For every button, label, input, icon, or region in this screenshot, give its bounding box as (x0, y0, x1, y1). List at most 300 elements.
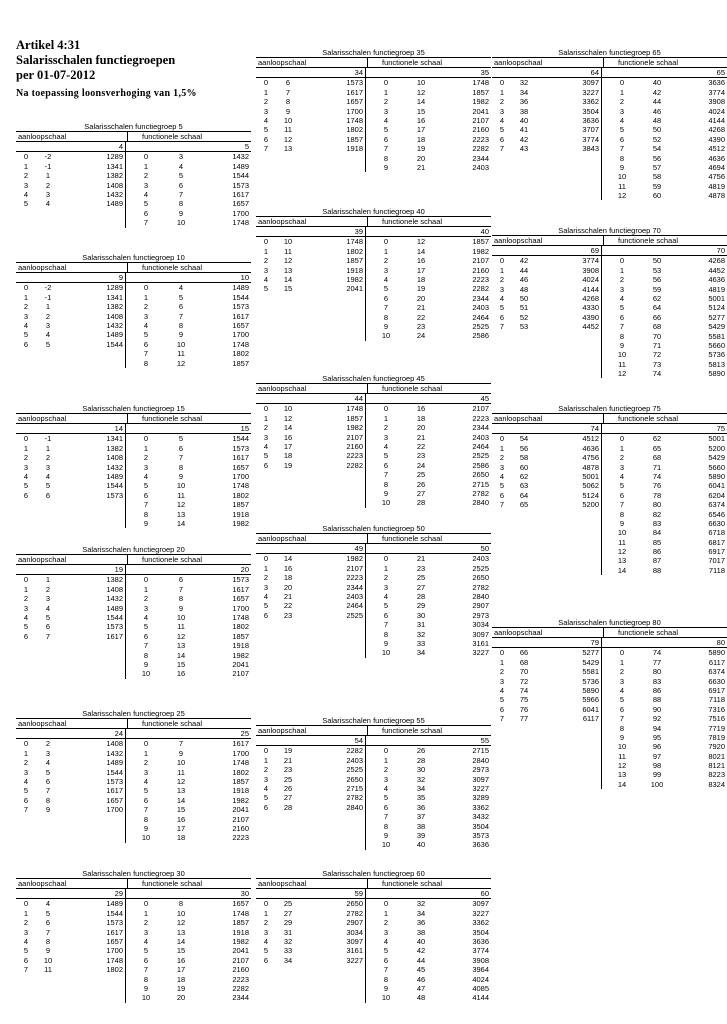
scale-cell: 86 (652, 685, 662, 695)
step-cell: 3 (499, 106, 505, 116)
amount-cell: 1341 (106, 292, 123, 302)
step-cell: 2 (23, 594, 29, 604)
step-cell: 5 (143, 786, 149, 796)
step-cell: 0 (143, 152, 149, 162)
amount-cell: 5001 (708, 434, 725, 444)
scale-cell: 83 (652, 676, 662, 686)
scale-cell: 20 (283, 582, 293, 592)
scale-cell: 17 (283, 441, 293, 451)
table-row (366, 592, 491, 601)
table-row (256, 78, 365, 87)
functional-scale-number: 15 (125, 424, 251, 433)
aanloop-scale-number: 69 (590, 246, 599, 256)
table-row (16, 152, 125, 161)
scale-cell: -1 (44, 434, 52, 444)
step-cell: 3 (143, 603, 149, 613)
amount-cell: 4024 (472, 974, 489, 984)
scale-cell: 19 (176, 983, 186, 993)
step-cell: 9 (619, 732, 625, 742)
amount-cell: 1382 (106, 171, 123, 181)
step-cell: 3 (619, 676, 625, 686)
table-row (492, 695, 601, 704)
scale-cell: 12 (176, 631, 186, 641)
table-row (602, 761, 727, 770)
scale-cell: 4 (45, 603, 51, 613)
scale-cell: 8 (178, 462, 184, 472)
table-body (16, 283, 251, 368)
scale-cell: 31 (283, 927, 293, 937)
step-cell: 5 (499, 125, 505, 135)
table-row (16, 632, 125, 641)
step-cell: 6 (499, 704, 505, 714)
step-cell: 11 (618, 181, 626, 191)
step-cell: 5 (263, 946, 269, 956)
step-cell: 3 (263, 432, 269, 442)
table-row (16, 463, 125, 472)
amount-cell: 5001 (582, 471, 599, 481)
step-cell: 4 (383, 115, 389, 125)
amount-cell: 3964 (472, 965, 489, 975)
step-cell: 8 (383, 312, 389, 322)
scale-cell: 3 (45, 462, 51, 472)
table-row (16, 604, 125, 613)
step-cell: 5 (383, 946, 389, 956)
functionele-schaal-label: functionele schaal (367, 879, 491, 888)
table-row (366, 404, 491, 413)
table-row (126, 641, 251, 650)
step-cell: 6 (383, 134, 389, 144)
step-cell: 10 (617, 172, 627, 182)
table-row (256, 803, 365, 812)
table-row (16, 293, 125, 302)
step-cell: 0 (143, 283, 149, 293)
scale-cell: 72 (519, 676, 529, 686)
table-row (366, 107, 491, 116)
scale-cell: 45 (416, 965, 426, 975)
functional-scale-number: 75 (601, 424, 727, 433)
step-cell: 8 (383, 479, 389, 489)
step-cell: 6 (23, 631, 29, 641)
table-title: Salarisschalen functiegroep 10 (82, 253, 185, 262)
table-row (602, 144, 727, 153)
step-cell: 5 (619, 303, 625, 313)
table-row (492, 667, 601, 676)
step-cell: 7 (143, 218, 149, 228)
amount-cell: 2782 (346, 908, 363, 918)
scale-cell: 20 (416, 423, 426, 433)
scale-cell: 72 (652, 350, 662, 360)
amount-cell: 1573 (106, 490, 123, 500)
amount-cell: 1700 (232, 603, 249, 613)
amount-cell: 5890 (708, 648, 725, 658)
functional-scale-number: 65 (601, 68, 727, 77)
table-row (126, 975, 251, 984)
amount-cell: 1802 (232, 490, 249, 500)
scale-cell: 48 (416, 993, 426, 1003)
salary-table (16, 253, 251, 368)
table-body (492, 78, 727, 200)
step-cell: 3 (499, 462, 505, 472)
aanloop-column (16, 152, 125, 227)
table-row (492, 444, 601, 453)
amount-cell: 2223 (232, 974, 249, 984)
functionele-schaal-label: functionele schaal (367, 384, 491, 393)
amount-cell: 1802 (232, 622, 249, 632)
table-row (366, 648, 491, 657)
scale-cell: 44 (519, 265, 529, 275)
step-cell: 13 (617, 556, 627, 566)
amount-cell: 4878 (582, 462, 599, 472)
step-cell: 6 (263, 802, 269, 812)
amount-cell: 7017 (708, 556, 725, 566)
table-row (16, 777, 125, 786)
salary-table (16, 404, 251, 528)
table-row (366, 840, 491, 849)
table-body (256, 404, 491, 507)
table-row (256, 423, 365, 432)
amount-cell: 3097 (346, 936, 363, 946)
table-row (492, 256, 601, 265)
step-cell: 0 (23, 152, 29, 162)
scale-cell: 1 (45, 302, 51, 312)
table-row (492, 453, 601, 462)
scale-cell: 5 (45, 767, 51, 777)
step-cell: 3 (23, 311, 29, 321)
scale-cell: 59 (652, 181, 662, 191)
step-cell: 4 (619, 115, 625, 125)
step-cell: 6 (383, 802, 389, 812)
table-row (16, 181, 125, 190)
step-cell: 2 (619, 275, 625, 285)
table-header (16, 554, 251, 565)
amount-cell: 4636 (708, 153, 725, 163)
table-row (602, 154, 727, 163)
table-row (126, 585, 251, 594)
scale-cell: 26 (416, 746, 426, 756)
scale-cell: 8 (178, 594, 184, 604)
step-cell: 14 (617, 565, 627, 575)
amount-cell: 2223 (232, 833, 249, 843)
aanloop-scale-number: 34 (354, 68, 363, 78)
scale-cell: 14 (176, 936, 186, 946)
table-row (602, 453, 727, 462)
step-cell: 0 (499, 434, 505, 444)
aanloopschaal-label: aanloopschaal (258, 726, 307, 736)
table-row (602, 547, 727, 556)
amount-cell: 1982 (232, 650, 249, 660)
step-cell: 0 (263, 404, 269, 414)
scale-cell: 17 (176, 823, 186, 833)
amount-cell: 1700 (232, 330, 249, 340)
step-cell: 12 (617, 761, 627, 771)
amount-cell: 5736 (582, 676, 599, 686)
step-cell: 4 (143, 936, 149, 946)
scale-cell: 10 (43, 955, 53, 965)
table-row (602, 677, 727, 686)
step-cell: 0 (143, 575, 149, 585)
step-cell: 2 (143, 758, 149, 768)
table-row (256, 451, 365, 460)
scale-cell: 90 (652, 704, 662, 714)
amount-cell: 2160 (472, 265, 489, 275)
table-row (366, 937, 491, 946)
table-row (602, 648, 727, 657)
scale-cell: 48 (652, 115, 662, 125)
step-cell: 2 (619, 97, 625, 107)
step-cell: 7 (383, 812, 389, 822)
table-body (16, 739, 251, 842)
step-cell: 6 (619, 312, 625, 322)
table-row (16, 434, 125, 443)
step-cell: 3 (499, 284, 505, 294)
scale-cell: 8 (178, 199, 184, 209)
scale-cell: 7 (45, 786, 51, 796)
scale-cell: 13 (283, 144, 293, 154)
amount-cell: 2403 (346, 755, 363, 765)
table-title: Salarisschalen functiegroep 50 (322, 524, 425, 533)
scale-cell: 16 (283, 563, 293, 573)
scale-number-row (492, 424, 727, 434)
step-cell: 4 (383, 441, 389, 451)
step-cell: 1 (263, 563, 269, 573)
amount-cell: 3908 (582, 265, 599, 275)
functional-column (601, 648, 727, 789)
table-row (256, 116, 365, 125)
amount-cell: 4144 (472, 993, 489, 1003)
table-row (126, 302, 251, 311)
step-cell: 7 (143, 500, 149, 510)
table-row (126, 824, 251, 833)
scale-cell: 75 (519, 695, 529, 705)
step-cell: 0 (383, 746, 389, 756)
step-cell: 4 (263, 274, 269, 284)
step-cell: 1 (383, 908, 389, 918)
scale-cell: 13 (176, 509, 186, 519)
table-row (366, 803, 491, 812)
table-row (256, 746, 365, 755)
amount-cell: 8121 (708, 761, 725, 771)
table-row (16, 805, 125, 814)
table-row (492, 135, 601, 144)
table-row (492, 472, 601, 481)
table-body (16, 899, 251, 1002)
amount-cell: 5736 (708, 350, 725, 360)
step-cell: 4 (499, 293, 505, 303)
amount-cell: 1748 (232, 758, 249, 768)
step-cell: 0 (23, 434, 29, 444)
amount-cell: 1432 (106, 462, 123, 472)
scale-number-row (16, 565, 251, 575)
table-row (366, 793, 491, 802)
table-row (16, 956, 125, 965)
amount-cell: 8324 (708, 779, 725, 789)
scale-cell: 32 (416, 774, 426, 784)
step-cell: 4 (23, 776, 29, 786)
amount-cell: 5813 (708, 359, 725, 369)
amount-cell: 5277 (708, 312, 725, 322)
table-row (16, 739, 125, 748)
functionele-schaal-label: functionele schaal (127, 414, 251, 423)
amount-cell: 2840 (346, 802, 363, 812)
aanloop-column (492, 434, 601, 575)
scale-cell: 16 (176, 814, 186, 824)
table-row (602, 107, 727, 116)
table-row (366, 918, 491, 927)
step-cell: 0 (263, 899, 269, 909)
table-row (256, 442, 365, 451)
scale-cell: 5 (45, 481, 51, 491)
table-row (126, 965, 251, 974)
functionele-schaal-label: functionele schaal (127, 879, 251, 888)
scale-cell: 10 (176, 339, 186, 349)
step-cell: 1 (23, 292, 29, 302)
table-row (602, 780, 727, 789)
aanloopschaal-label: aanloopschaal (494, 628, 543, 638)
amount-cell: 3504 (582, 106, 599, 116)
scale-cell: 32 (416, 629, 426, 639)
table-row (602, 116, 727, 125)
table-row (126, 453, 251, 462)
amount-cell: 4819 (708, 181, 725, 191)
step-cell: 8 (619, 723, 625, 733)
salary-table (16, 709, 251, 843)
scale-cell: 25 (283, 774, 293, 784)
amount-cell: 2223 (346, 451, 363, 461)
table-body (256, 237, 491, 340)
scale-cell: 38 (416, 821, 426, 831)
amount-cell: 1982 (346, 423, 363, 433)
scale-cell: 14 (283, 423, 293, 433)
table-row (366, 284, 491, 293)
scale-number-row (16, 889, 251, 899)
amount-cell: 1802 (346, 125, 363, 135)
amount-cell: 3707 (582, 125, 599, 135)
functional-column (601, 256, 727, 378)
amount-cell: 1544 (106, 908, 123, 918)
amount-cell: 1748 (232, 612, 249, 622)
table-title: Salarisschalen functiegroep 45 (322, 374, 425, 383)
table-row (126, 749, 251, 758)
amount-cell: 4144 (582, 284, 599, 294)
amount-cell: 2464 (472, 441, 489, 451)
scale-cell: 14 (283, 554, 293, 564)
scale-cell: 77 (519, 714, 529, 724)
amount-cell: 1700 (232, 471, 249, 481)
amount-cell: 1544 (232, 434, 249, 444)
amount-cell: 1544 (106, 767, 123, 777)
step-cell: 11 (618, 537, 626, 547)
table-row (256, 765, 365, 774)
amount-cell: 2223 (472, 274, 489, 284)
table-row (602, 472, 727, 481)
table-row (602, 97, 727, 106)
aanloopschaal-label: aanloopschaal (494, 236, 543, 246)
scale-cell: 28 (416, 498, 426, 508)
scale-cell: 9 (178, 471, 184, 481)
step-cell: 5 (23, 946, 29, 956)
scale-cell: 16 (416, 404, 426, 414)
step-cell: 7 (499, 322, 505, 332)
table-row (602, 695, 727, 704)
amount-cell: 1544 (232, 171, 249, 181)
aanloop-column (492, 256, 601, 378)
table-row (126, 632, 251, 641)
scale-cell: -1 (44, 292, 52, 302)
step-cell: 8 (383, 974, 389, 984)
scale-cell: 3 (178, 152, 184, 162)
scale-cell: 100 (650, 779, 664, 789)
table-row (256, 266, 365, 275)
amount-cell: 4452 (708, 265, 725, 275)
scale-cell: 3 (45, 320, 51, 330)
step-cell: 4 (619, 471, 625, 481)
table-title: Salarisschalen functiegroep 35 (322, 48, 425, 57)
amount-cell: 4085 (472, 983, 489, 993)
functionele-schaal-label: functionele schaal (127, 719, 251, 728)
step-cell: 7 (383, 965, 389, 975)
step-cell: 10 (381, 498, 391, 508)
table-row (16, 909, 125, 918)
step-cell: 9 (383, 488, 389, 498)
step-cell: 4 (263, 441, 269, 451)
scale-cell: 74 (652, 471, 662, 481)
functional-scale-number: 30 (125, 889, 251, 898)
scale-cell: 42 (519, 134, 529, 144)
table-row (126, 815, 251, 824)
table-row (366, 88, 491, 97)
step-cell: 4 (383, 936, 389, 946)
step-cell: 3 (619, 284, 625, 294)
functionele-schaal-label: functionele schaal (603, 628, 727, 637)
amount-cell: 2782 (346, 793, 363, 803)
step-cell: 7 (383, 144, 389, 154)
amount-cell: 1617 (106, 927, 123, 937)
step-cell: 2 (143, 171, 149, 181)
scale-cell: 7 (285, 87, 291, 97)
table-row (366, 831, 491, 840)
table-body (492, 434, 727, 575)
amount-cell: 1573 (232, 443, 249, 453)
amount-cell: 1489 (106, 330, 123, 340)
step-cell: 1 (263, 246, 269, 256)
amount-cell: 1857 (232, 631, 249, 641)
step-cell: 6 (263, 134, 269, 144)
step-cell: 10 (381, 648, 391, 658)
step-cell: 1 (619, 443, 625, 453)
table-row (602, 556, 727, 565)
step-cell: 3 (383, 774, 389, 784)
scale-cell: 34 (416, 908, 426, 918)
scale-cell: 29 (416, 601, 426, 611)
scale-cell: 42 (519, 256, 529, 266)
step-cell: 2 (263, 765, 269, 775)
scale-cell: 76 (652, 481, 662, 491)
scale-cell: 2 (45, 180, 51, 190)
scale-cell: 30 (416, 610, 426, 620)
scale-cell: 56 (652, 153, 662, 163)
step-cell: 5 (619, 125, 625, 135)
table-row (16, 190, 125, 199)
step-cell: 7 (23, 965, 29, 975)
amount-cell: 1857 (232, 500, 249, 510)
functional-scale-number: 20 (125, 565, 251, 574)
aanloop-scale-number: 44 (354, 394, 363, 404)
table-row (602, 742, 727, 751)
step-cell: 5 (383, 793, 389, 803)
aanloop-column (16, 739, 125, 842)
step-cell: 2 (23, 302, 29, 312)
table-row (492, 500, 601, 509)
